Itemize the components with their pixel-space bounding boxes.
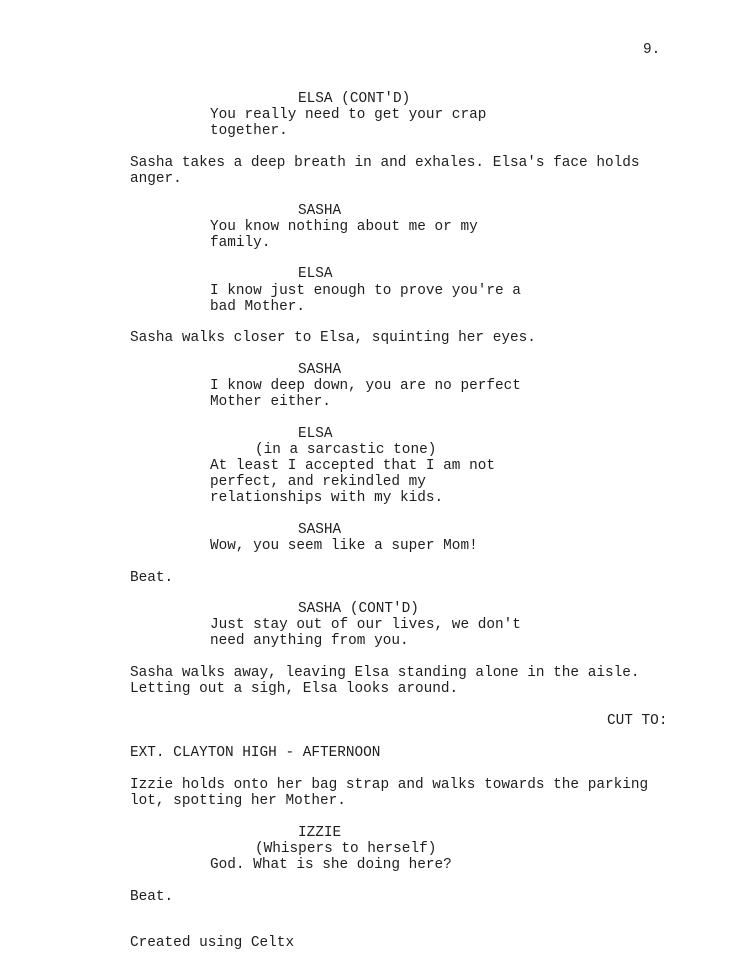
parenthetical: (in a sarcastic tone) [255,442,437,458]
page-number: 9. [643,42,661,58]
action-line: Sasha walks away, leaving Elsa standing alone in the aisle. [130,665,640,681]
character-name: SASHA [298,522,342,538]
dialogue-line: need anything from you. [210,633,409,649]
dialogue-line: relationships with my kids. [210,490,444,506]
dialogue-line: I know deep down, you are no perfect [210,378,521,394]
character-name: SASHA [298,362,342,378]
character-name: SASHA [298,203,342,219]
action-line: Letting out a sigh, Elsa looks around. [130,681,459,697]
dialogue-line: bad Mother. [210,299,305,315]
character-name: ELSA [298,266,333,282]
transition: CUT TO: [607,713,668,729]
character-name: SASHA (CONT'D) [298,601,419,617]
action-line: Sasha takes a deep breath in and exhales. Elsa's face holds [130,155,640,171]
action-line: Beat. [130,570,174,586]
character-name: IZZIE [298,825,342,841]
dialogue-line: I know just enough to prove you're a [210,283,521,299]
action-line: Sasha walks closer to Elsa, squinting her eyes. [130,330,536,346]
dialogue-line: Just stay out of our lives, we don't [210,617,521,633]
scene-heading: EXT. CLAYTON HIGH - AFTERNOON [130,745,381,761]
dialogue-line: God. What is she doing here? [210,857,452,873]
character-name: ELSA [298,426,333,442]
dialogue-line: You really need to get your crap [210,107,487,123]
dialogue-line: You know nothing about me or my [210,219,478,235]
character-name: ELSA (CONT'D) [298,91,411,107]
dialogue-line: Wow, you seem like a super Mom! [210,538,478,554]
action-line: Beat. [130,889,174,905]
action-line: lot, spotting her Mother. [130,793,346,809]
dialogue-line: family. [210,235,271,251]
action-line: Izzie holds onto her bag strap and walks towards the parking [130,777,649,793]
dialogue-line: perfect, and rekindled my [210,474,426,490]
action-line: anger. [130,171,182,187]
dialogue-line: At least I accepted that I am not [210,458,495,474]
dialogue-line: Mother either. [210,394,331,410]
dialogue-line: together. [210,123,288,139]
parenthetical: (Whispers to herself) [255,841,437,857]
footer-credit: Created using Celtx [130,935,295,951]
